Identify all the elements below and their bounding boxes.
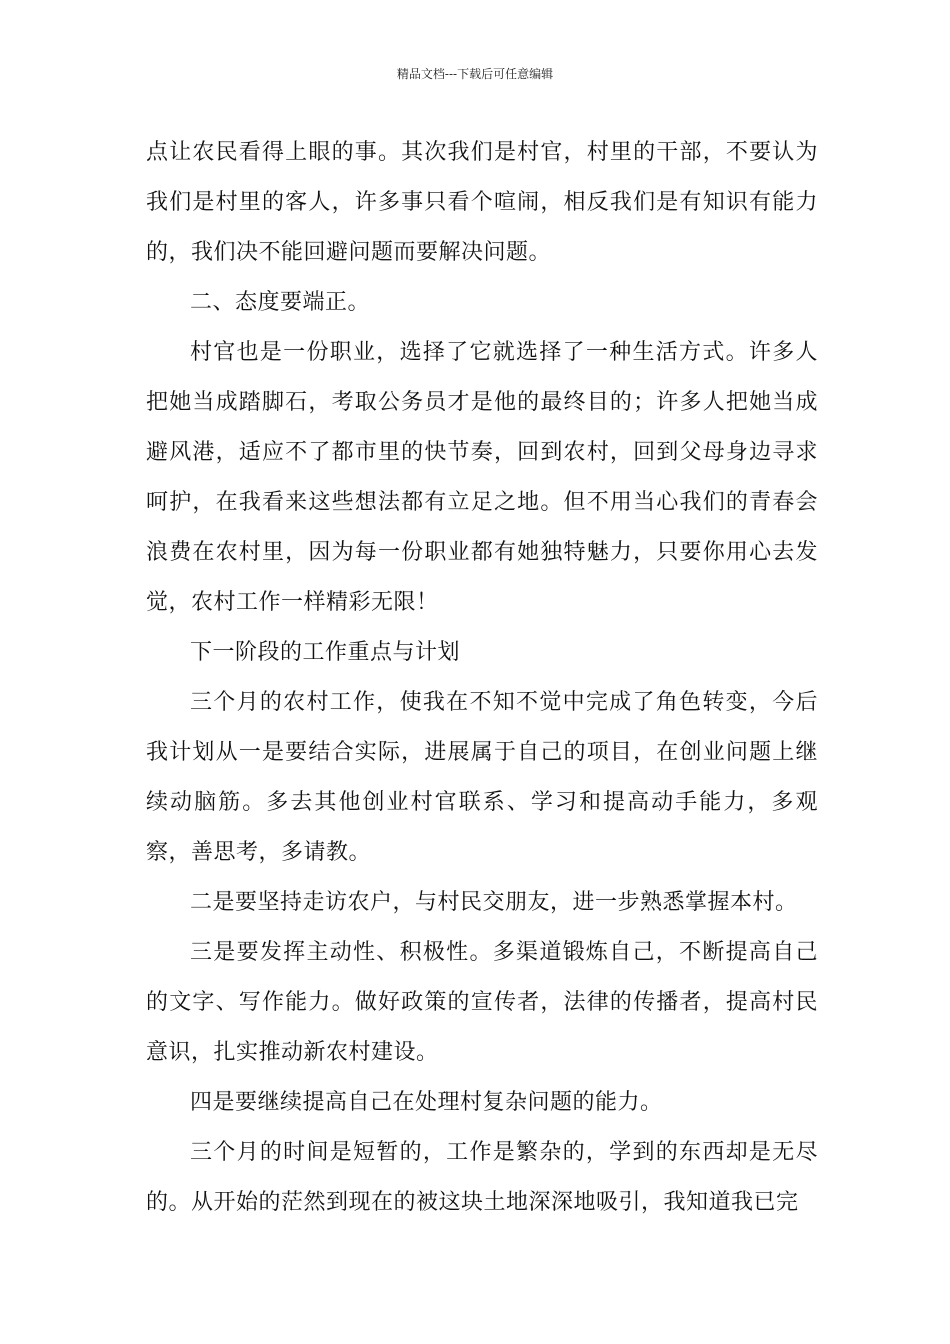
paragraph-8: 四是要继续提高自己在处理村复杂问题的能力。 <box>190 1090 663 1115</box>
paragraph-3: 村官也是一份职业，选择了它就选择了一种生活方式。许多人把她当成踏脚石，考取公务员才是他的最终目的；许多人把她当成避风港，适应不了都市里的快节奏，回到农村，回到父母身边寻求呵护，在我看来这些想法都有立足之地。但不用当心我们的青春会浪费在农村里，因为每一份职业都有她独特魅力，只要你用心去发觉，农村工作一样精彩无限！ <box>146 340 818 615</box>
document-body <box>146 128 818 1228</box>
paragraph-9: 三个月的时间是短暂的，工作是繁杂的，学到的东西却是无尽的。从开始的茫然到现在的被这块土地深深地吸引，我知道我已完 <box>146 1140 818 1215</box>
paragraph-7: 三是要发挥主动性、积极性。多渠道锻炼自己，不断提高自己的文字、写作能力。做好政策的宣传者，法律的传播者，提高村民意识，扎实推动新农村建设。 <box>146 940 818 1065</box>
page-header: 精品文档---下载后可任意编辑 <box>396 67 554 81</box>
paragraph-6: 二是要坚持走访农户，与村民交朋友，进一步熟悉掌握本村。 <box>190 890 798 915</box>
paragraph-1: 点让农民看得上眼的事。其次我们是村官，村里的干部，不要认为我们是村里的客人，许多事只看个喧闹，相反我们是有知识有能力的，我们决不能回避问题而要解决问题。 <box>146 140 818 265</box>
section-heading-attitude: 二、态度要端正。 <box>190 290 371 315</box>
section-heading-next-plan: 下一阶段的工作重点与计划 <box>190 640 461 665</box>
paragraph-5: 三个月的农村工作，使我在不知不觉中完成了角色转变，今后我计划从一是要结合实际，进展属于自己的项目，在创业问题上继续动脑筋。多去其他创业村官联系、学习和提高动手能力，多观察，善思考，多请教。 <box>146 690 818 865</box>
